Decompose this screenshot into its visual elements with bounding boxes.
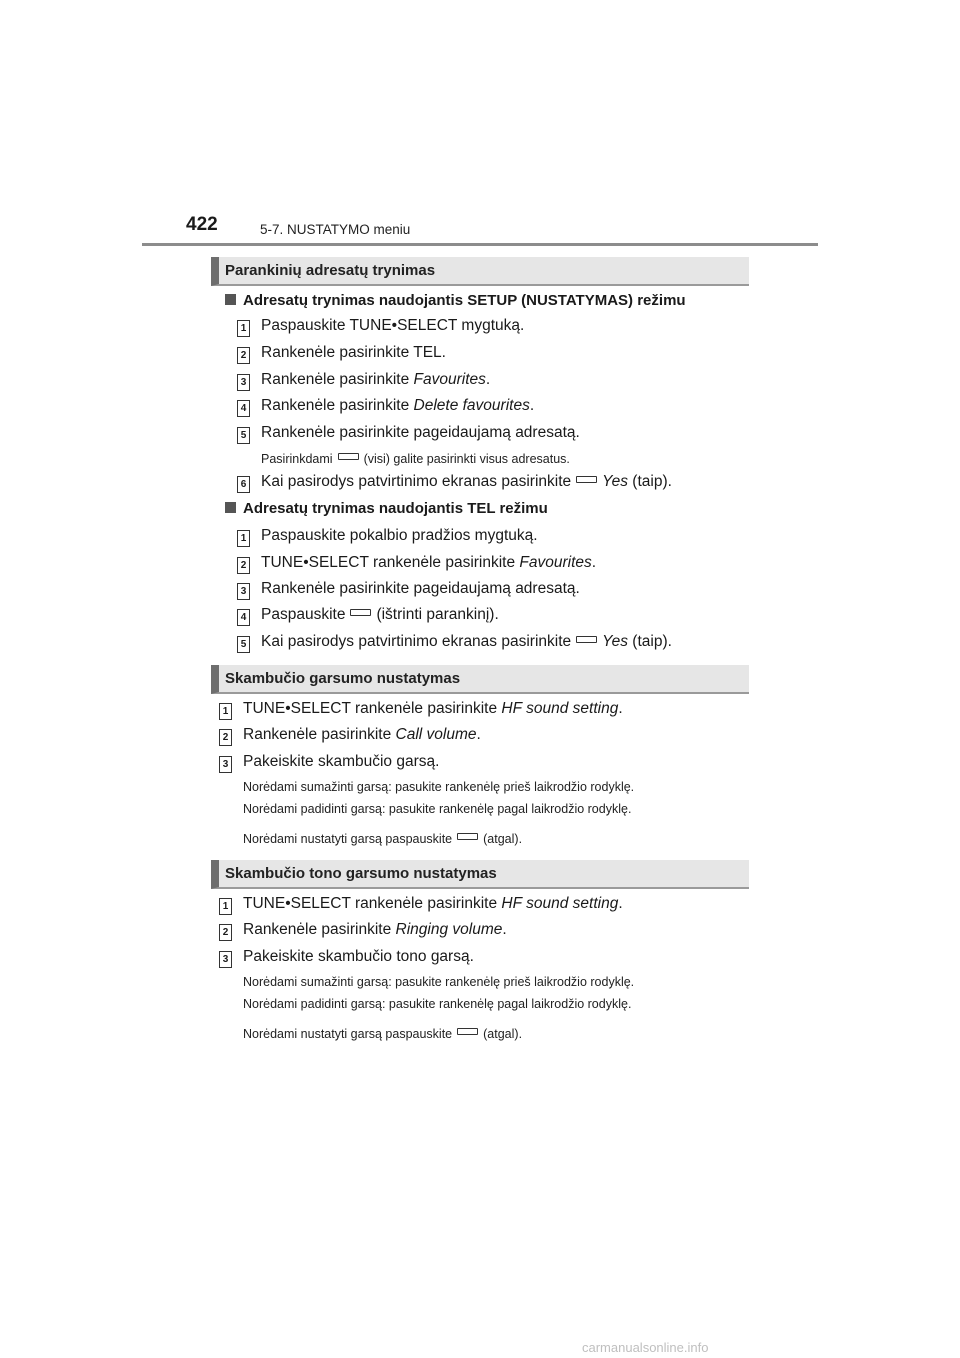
square-bullet-icon xyxy=(225,502,236,513)
step-text: Rankenėle pasirinkite Ringing volume. xyxy=(243,921,507,938)
section-header-ringing-volume xyxy=(211,860,749,889)
watermark: carmanualsonline.info xyxy=(582,1340,709,1355)
step-text: Kai pasirodys patvirtinimo ekranas pasirinkite Yes (taip). xyxy=(261,633,672,650)
header-rule xyxy=(142,243,818,246)
step-text: TUNE•SELECT rankenėle pasirinkite HF sound setting. xyxy=(243,700,623,717)
step-number: 3 xyxy=(237,583,250,600)
back-button-icon xyxy=(457,1028,478,1035)
step-number: 1 xyxy=(219,703,232,720)
step-text: TUNE•SELECT rankenėle pasirinkite Favourites. xyxy=(261,554,597,571)
button-icon xyxy=(576,476,597,483)
step-text: Paspauskite TUNE•SELECT mygtuką. xyxy=(261,317,525,334)
step-number: 5 xyxy=(237,636,250,653)
step-number: 5 xyxy=(237,427,250,444)
step-number: 2 xyxy=(219,924,232,941)
note-text: Norėdami padidinti garsą: pasukite rankenėlę pagal laikrodžio rodyklę. xyxy=(243,802,632,816)
step-number: 4 xyxy=(237,609,250,626)
step-number: 1 xyxy=(237,320,250,337)
subsection-title: Adresatų trynimas naudojantis SETUP (NUSTATYMAS) režimu xyxy=(225,292,686,309)
section-header-favourites-delete xyxy=(211,257,749,286)
step-text: Rankenėle pasirinkite pageidaujamą adresatą. xyxy=(261,424,580,441)
section-header-call-volume xyxy=(211,665,749,694)
step-text: Rankenėle pasirinkite Call volume. xyxy=(243,726,481,743)
note-text: Pasirinkdami (visi) galite pasirinkti visus adresatus. xyxy=(261,452,570,466)
step-text: TUNE•SELECT rankenėle pasirinkite HF sound setting. xyxy=(243,895,623,912)
step-number: 2 xyxy=(237,557,250,574)
note-text: Norėdami sumažinti garsą: pasukite rankenėlę prieš laikrodžio rodyklę. xyxy=(243,780,635,794)
step-text: Rankenėle pasirinkite pageidaujamą adresatą. xyxy=(261,580,580,597)
step-text: Pakeiskite skambučio tono garsą. xyxy=(243,948,474,965)
step-text: Rankenėle pasirinkite Favourites. xyxy=(261,371,491,388)
note-text: Norėdami sumažinti garsą: pasukite rankenėlę prieš laikrodžio rodyklę. xyxy=(243,975,635,989)
step-number: 3 xyxy=(219,951,232,968)
step-number: 3 xyxy=(219,756,232,773)
step-number: 2 xyxy=(219,729,232,746)
button-icon xyxy=(338,453,359,460)
step-number: 1 xyxy=(237,530,250,547)
section-title: Skambučio garsumo nustatymas xyxy=(225,670,461,687)
section-title: Skambučio tono garsumo nustatymas xyxy=(225,865,497,882)
step-number: 3 xyxy=(237,374,250,391)
step-text: Paspauskite pokalbio pradžios mygtuką. xyxy=(261,527,538,544)
page-number: 422 xyxy=(186,214,218,235)
step-text: Rankenėle pasirinkite Delete favourites. xyxy=(261,397,535,414)
note-text: Norėdami padidinti garsą: pasukite rankenėlę pagal laikrodžio rodyklę. xyxy=(243,997,632,1011)
step-text: Kai pasirodys patvirtinimo ekranas pasirinkite Yes (taip). xyxy=(261,473,672,490)
step-text: Pakeiskite skambučio garsą. xyxy=(243,753,440,770)
button-icon xyxy=(576,636,597,643)
back-button-icon xyxy=(457,833,478,840)
step-number: 6 xyxy=(237,476,250,493)
step-number: 2 xyxy=(237,347,250,364)
section-title: Parankinių adresatų trynimas xyxy=(225,262,436,279)
subsection-title: Adresatų trynimas naudojantis TEL režimu xyxy=(225,500,548,517)
chapter-title: 5-7. NUSTATYMO meniu xyxy=(260,222,411,237)
step-number: 1 xyxy=(219,898,232,915)
note-text: Norėdami nustatyti garsą paspauskite (atgal). xyxy=(243,1027,523,1041)
note-text: Norėdami nustatyti garsą paspauskite (atgal). xyxy=(243,832,523,846)
step-number: 4 xyxy=(237,400,250,417)
button-icon xyxy=(350,609,371,616)
step-text: Rankenėle pasirinkite TEL. xyxy=(261,344,446,361)
step-text: Paspauskite (ištrinti parankinį). xyxy=(261,606,499,623)
square-bullet-icon xyxy=(225,294,236,305)
